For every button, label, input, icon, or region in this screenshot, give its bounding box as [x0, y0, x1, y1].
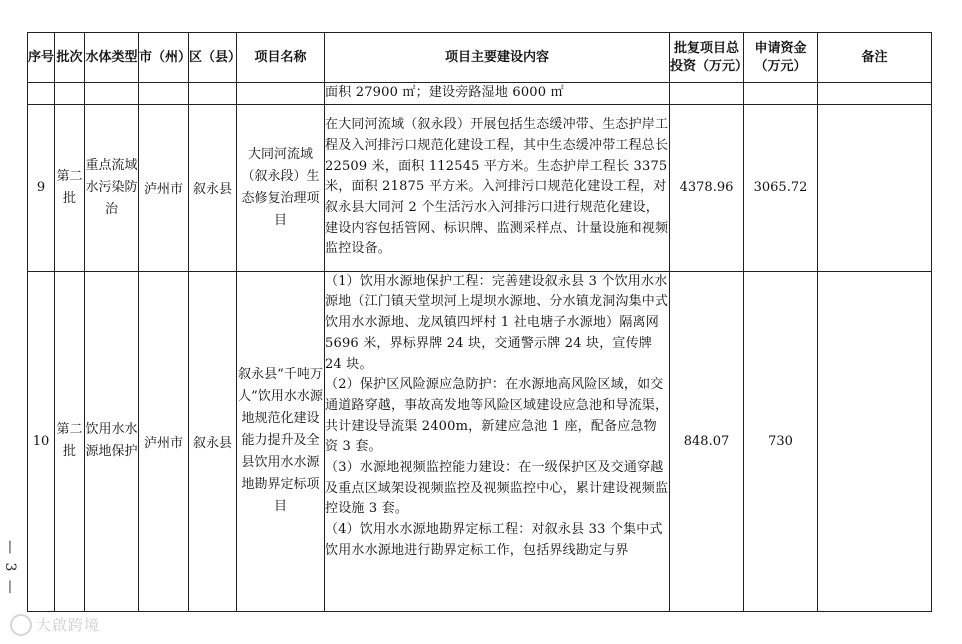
row-notes	[818, 104, 932, 271]
row-content: 在大同河流域（叙永段）开展包括生态缓冲带、生态护岸工程及入河排污口规范化建设工程，其中生态缓冲带工程总长 22509 米，面积 112545 平方米。生态护岸工程长 3375 米，面积 21875 平方米。入河排污口规范化建设工程，对叙永县大同河 2 个生活污水入河排污口进行规范化建设，建设内容包括管网、标识牌、监测采样点、计量设施和视频监控设备。	[325, 104, 670, 271]
header-requested: 申请资金（万元）	[744, 33, 818, 83]
header-county: 区（县）	[189, 33, 237, 83]
header-seq: 序号	[28, 33, 55, 83]
content-item-1: （1）饮用水源地保护工程：完善建设叙永县 3 个饮用水水源地（江门镇天堂坝河上堤坝水源地、分水镇龙洞沟集中式饮用水水源地、龙凤镇四坪村 1 社电塘子水源地）隔离网 5696 米，界标界牌 24 块，交通警示牌 24 块，宣传牌 24 块。	[325, 273, 669, 372]
watermark-logo-icon	[10, 614, 32, 636]
row-approved: 4378.96	[670, 104, 744, 271]
row-requested: 730	[744, 271, 818, 611]
watermark-text: 大啟跨境	[36, 615, 101, 634]
header-notes: 备注	[818, 33, 932, 83]
page-number: — 3 —	[2, 540, 18, 596]
header-row	[28, 33, 932, 83]
continuation-row	[28, 83, 932, 105]
row-county: 叙永县	[189, 104, 237, 271]
row-project-name: 叙永县“千吨万人”饮用水水源地规范化建设能力提升及全县饮用水水源地勘界定标项目	[237, 271, 325, 611]
row-content	[325, 271, 670, 611]
row-seq: 10	[28, 271, 55, 611]
row-batch: 第二批	[55, 104, 85, 271]
table-row	[28, 271, 932, 611]
header-city: 市（州）	[139, 33, 189, 83]
header-content: 项目主要建设内容	[325, 33, 670, 83]
watermark	[10, 614, 100, 637]
row-project-name: 大同河流域（叙永段）生态修复治理项目	[237, 104, 325, 271]
header-approved: 批复项目总投资（万元）	[670, 33, 744, 83]
content-item-3: （3）水源地视频监控能力建设：在一级保护区及交通穿越及重点区域架设视频监控及视频监控中心，累计建设视频监控设施 3 套。	[325, 460, 669, 517]
content-item-4: （4）饮用水水源地勘界定标工程：对叙永县 33 个集中式饮用水水源地进行勘界定标工作，包括界线勘定与界	[325, 522, 663, 558]
header-project-name: 项目名称	[237, 33, 325, 83]
continuation-content: 面积 27900 ㎡；建设旁路湿地 6000 ㎡	[325, 83, 670, 105]
header-water-type: 水体类型	[85, 33, 139, 83]
row-water-type: 重点流域水污染防治	[85, 104, 139, 271]
row-county: 叙永县	[189, 271, 237, 611]
row-notes	[818, 271, 932, 611]
table-row	[28, 104, 932, 271]
row-approved: 848.07	[670, 271, 744, 611]
row-water-type: 饮用水水源地保护	[85, 271, 139, 611]
project-table	[27, 32, 932, 612]
row-batch: 第二批	[55, 271, 85, 611]
header-batch: 批次	[55, 33, 85, 83]
row-seq: 9	[28, 104, 55, 271]
row-requested: 3065.72	[744, 104, 818, 271]
content-item-2: （2）保护区风险源应急防护：在水源地高风险区域，如交通道路穿越，事故高发地等风险区域建设应急池和导流渠，共计建设导流渠 2400m，新建应急池 1 座，配备应急物资 3 套。	[325, 377, 669, 455]
row-city: 泸州市	[139, 271, 189, 611]
row-city: 泸州市	[139, 104, 189, 271]
